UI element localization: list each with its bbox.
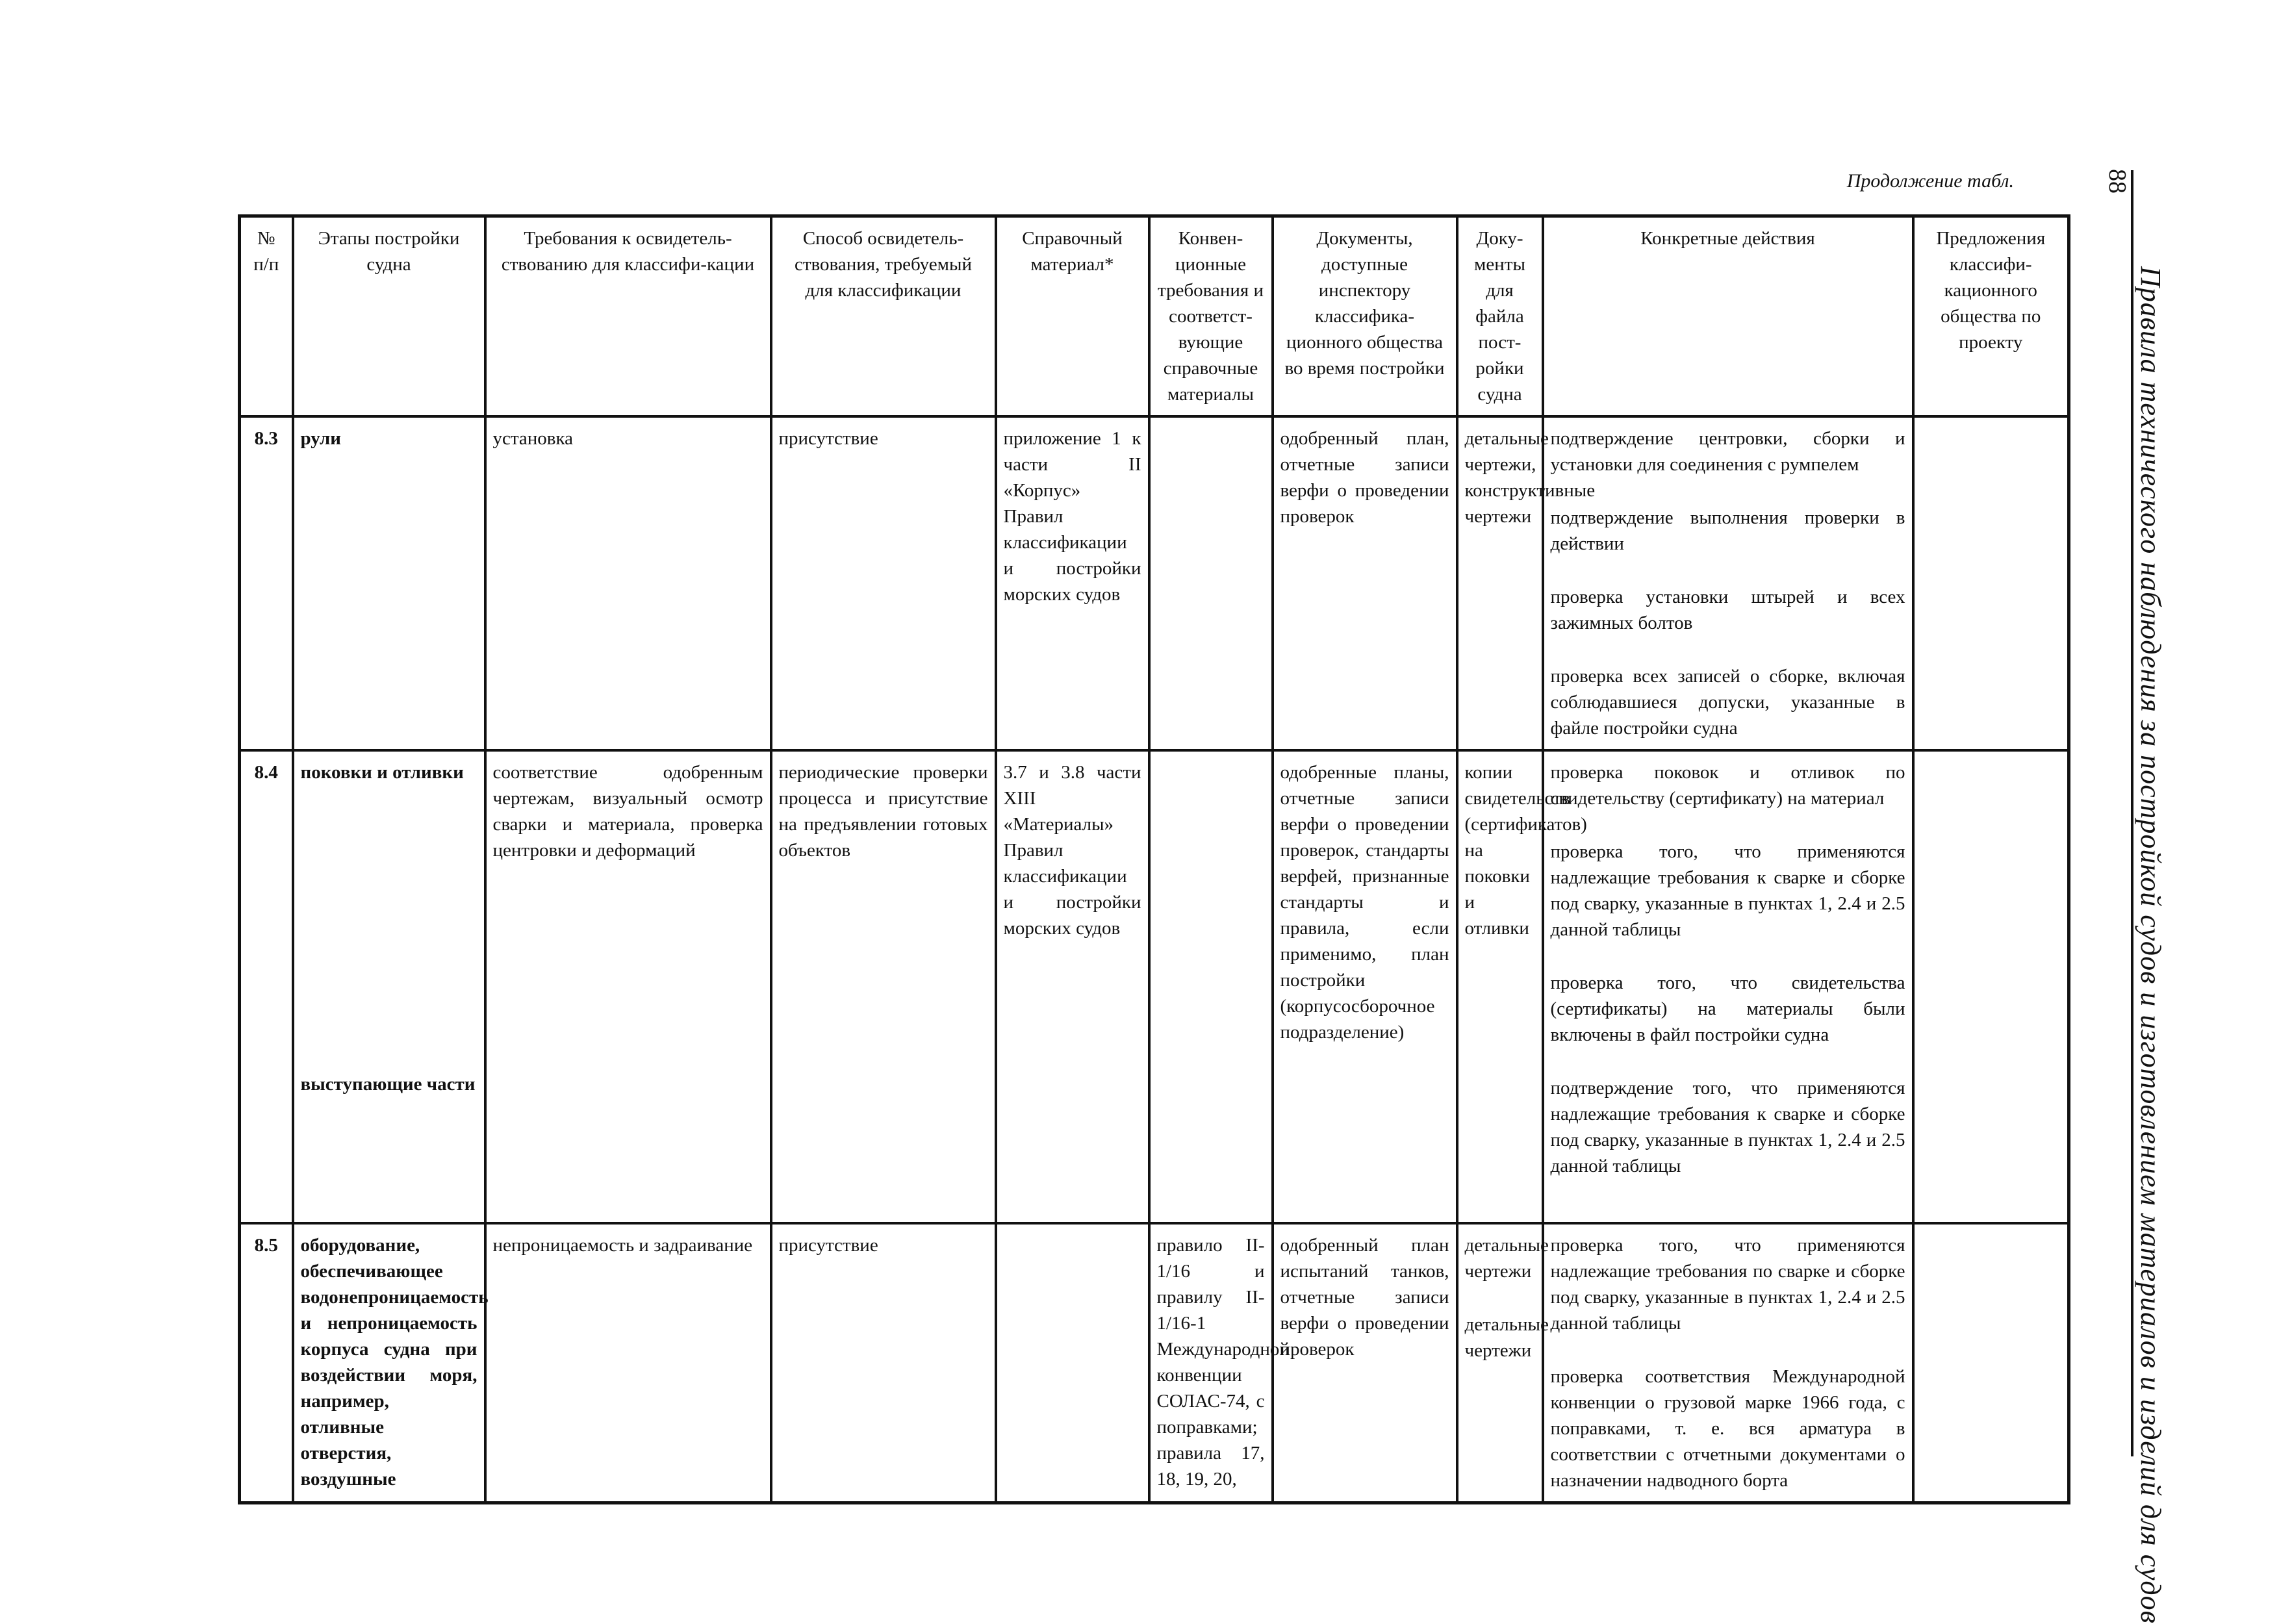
table-header-row (240, 216, 2069, 417)
row-method: периодические проверки процесса и присутствие на предъявлении готовых объектов (771, 750, 996, 1223)
header-actions: Конкретные действия (1543, 216, 1913, 417)
header-method: Способ освидетель-ствования, требуемый для классификации (771, 216, 996, 417)
row-reference: 3.7 и 3.8 части XIII «Материалы» Правил классификации и постройки морских судов (996, 750, 1149, 1223)
row-number: 8.5 (240, 1223, 293, 1503)
document-item: детальные чертежи (1464, 1235, 1549, 1282)
action-item: проверка установки штырей и всех зажимных болтов (1550, 587, 1905, 633)
table-row (240, 416, 2069, 750)
row-documents-file: копии свидетельств (сертификатов) на поковки и отливки (1457, 750, 1543, 1223)
stage-label-secondary: выступающие части (300, 1074, 476, 1095)
row-documents-available: одобренный план испытаний танков, отчетные записи верфи о проведении проверок (1273, 1223, 1457, 1503)
row-method: присутствие (771, 1223, 996, 1503)
header-convention: Конвен-ционные требования и соответст-вующие справочные материалы (1149, 216, 1273, 417)
page-number: 88 (2104, 169, 2131, 194)
action-item: подтверждение выполнения проверки в действии (1550, 507, 1905, 554)
row-number: 8.4 (240, 750, 293, 1223)
document-item: детальные чертежи (1464, 1314, 1549, 1361)
row-actions (1543, 416, 1913, 750)
table-row (240, 1223, 2069, 1503)
row-proposals (1913, 416, 2069, 750)
table-row (240, 750, 2069, 1223)
row-reference: приложение 1 к части II «Корпус» Правил классификации и постройки морских судов (996, 416, 1149, 750)
header-proposals: Предложения классифи-кационного общества по проекту (1913, 216, 2069, 417)
row-stage: оборудование, обеспечивающее водонепроницаемость и непроницаемость корпуса судна при воздействии моря, например, отливные отверстия, воздушные (293, 1223, 485, 1503)
survey-table (238, 214, 2070, 1504)
row-stage: рули (293, 416, 485, 750)
header-documents-file: Доку-менты для файла пост-ройки судна (1457, 216, 1543, 417)
row-convention (1149, 416, 1273, 750)
header-stage: Этапы постройки судна (293, 216, 485, 417)
action-item: проверка поковок и отливок по свидетельству (сертификату) на материал (1550, 762, 1905, 809)
row-actions (1543, 750, 1913, 1223)
row-requirements: соответствие одобренным чертежам, визуальный осмотр сварки и материала, проверка центровки и деформаций (485, 750, 771, 1223)
header-documents-available: Документы, доступные инспектору классифика-ционного общества во время постройки (1273, 216, 1457, 417)
row-requirements: непроницаемость и задраивание (485, 1223, 771, 1503)
row-proposals (1913, 750, 2069, 1223)
stage-label: поковки и отливки (300, 762, 464, 783)
row-method: присутствие (771, 416, 996, 750)
table-continuation-label: Продолжение табл. (1846, 170, 2014, 192)
action-item: проверка того, что применяются надлежащие требования по сварке и сборке под сварку, указанные в пунктах 1, 2.4 и 2.5 данной таблицы (1550, 1235, 1905, 1334)
running-title: Правила технического наблюдения за постройкой судов и изготовлением материалов и изделий для судов (2135, 266, 2167, 1624)
action-item: проверка всех записей о сборке, включая соблюдавшиеся допуски, указанные в файле постройки судна (1550, 666, 1905, 739)
row-documents-file (1457, 1223, 1549, 1503)
row-actions (1543, 1223, 1913, 1503)
header-reference: Справочный материал* (996, 216, 1149, 417)
action-item: проверка соответствия Международной конвенции о грузовой марке 1966 года, с поправками, т. е. вся арматура в соответствии с отчетными документами о назначении надводного борта (1550, 1366, 1905, 1491)
action-item: проверка того, что применяются надлежащие требования к сварке и сборке под сварку, указанные в пунктах 1, 2.4 и 2.5 данной таблицы (1550, 841, 1905, 940)
row-documents-available: одобренные планы, отчетные записи верфи о проведении проверок, стандарты верфей, признанные стандарты и правила, если применимо, план постройки (корпусосборочное подразделение) (1273, 750, 1457, 1223)
action-item: проверка того, что свидетельства (сертификаты) на материалы были включены в файл постройки судна (1550, 972, 1905, 1045)
action-item: подтверждение того, что применяются надлежащие требования к сварке и сборке под сварку, указанные в пунктах 1, 2.4 и 2.5 данной таблицы (1550, 1078, 1905, 1176)
row-proposals (1913, 1223, 2069, 1503)
row-convention (1149, 750, 1273, 1223)
row-number: 8.3 (240, 416, 293, 750)
row-documents-available: одобренный план, отчетные записи верфи о проведении проверок (1273, 416, 1457, 750)
action-item: подтверждение центровки, сборки и установки для соединения с румпелем (1550, 428, 1905, 475)
row-convention: правило II-1/16 и правилу II-1/16-1 Международной конвенции СОЛАС-74, с поправками; правила 17, 18, 19, 20, (1149, 1223, 1273, 1503)
row-documents-file: детальные чертежи, конструктивные чертежи (1457, 416, 1543, 750)
header-requirements: Требования к освидетель-ствованию для классифи-кации (485, 216, 771, 417)
row-stage (293, 750, 485, 1223)
row-reference (996, 1223, 1149, 1503)
header-number: № п/п (240, 216, 293, 417)
row-requirements: установка (485, 416, 771, 750)
